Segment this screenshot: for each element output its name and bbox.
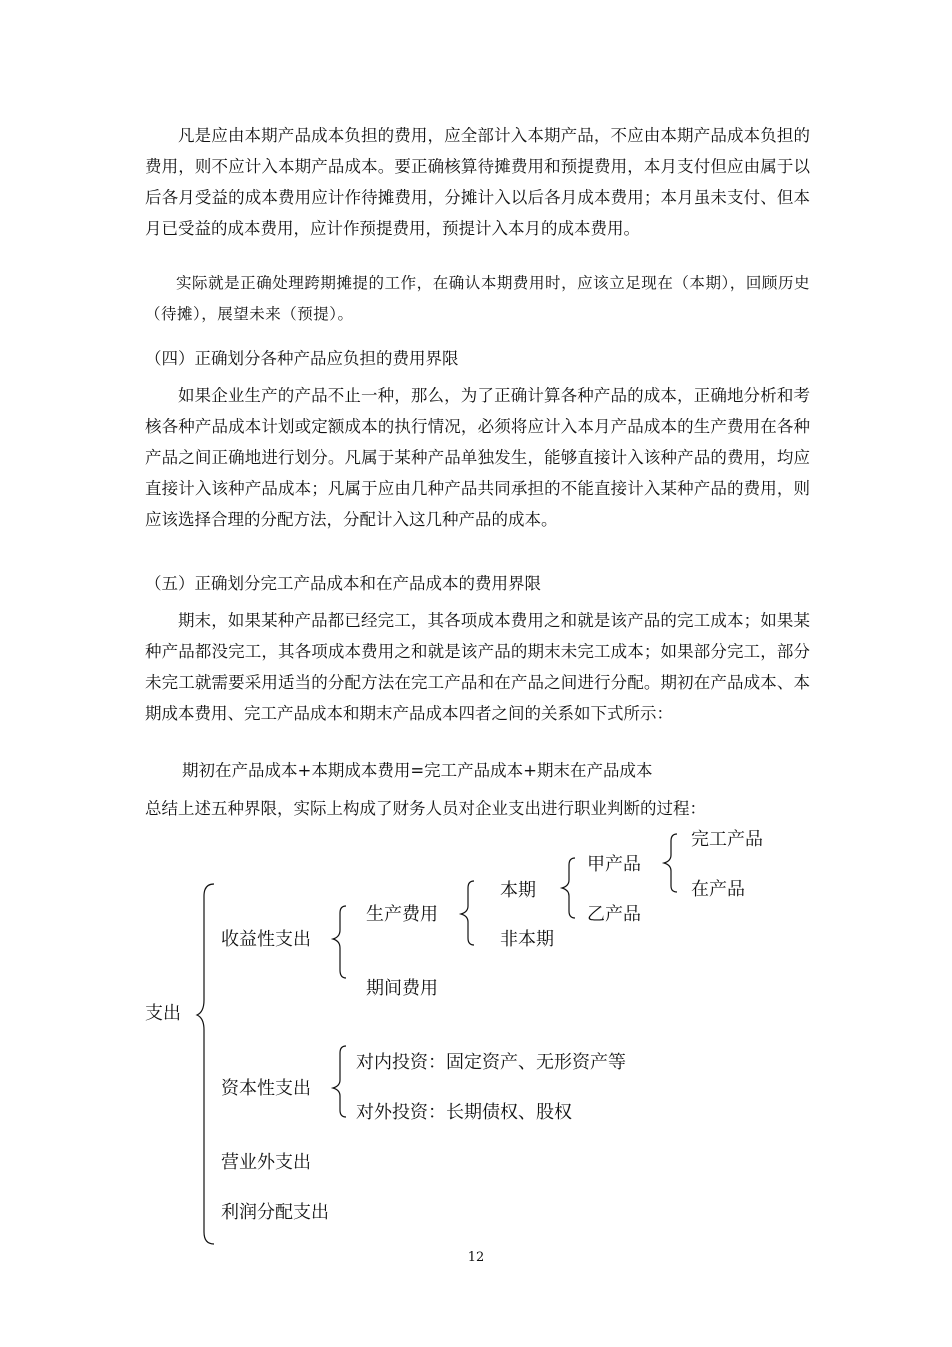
tree-profit-distribution: 利润分配支出 — [221, 1202, 329, 1223]
page-number: 12 — [467, 1250, 485, 1265]
tree-production-cost: 生产费用 — [366, 904, 438, 925]
tree-capital-expenditure: 资本性支出 — [221, 1078, 311, 1099]
brace-current — [562, 858, 575, 918]
tree-external-investment: 对外投资：长期债权、股权 — [356, 1102, 572, 1123]
heading-four: （四）正确划分各种产品应负担的费用界限 — [145, 349, 459, 368]
brace-capital — [333, 1046, 346, 1117]
tree-product-a: 甲产品 — [587, 854, 641, 875]
heading-five: （五）正确划分完工产品成本和在产品成本的费用界限 — [145, 574, 541, 593]
paragraph-finished-wip: 期末，如果某种产品都已经完工，其各项成本费用之和就是该产品的完工成本；如果某种产品都没完工，其各项成本费用之和就是该产品的期末未完工成本；如果部分完工，部分未完工就需要采用适当的分配方法在完工产品和在产品之间进行分配。期初在产品成本、本期成本费用、完工产品成本和期末产品成本四者之间的关系如下式所示： — [145, 611, 810, 723]
tree-non-operating: 营业外支出 — [221, 1152, 311, 1173]
tree-revenue-expenditure: 收益性支出 — [221, 929, 311, 950]
paragraph-product-allocation: 如果企业生产的产品不止一种，那么，为了正确计算各种产品的成本，正确地分析和考核各种产品成本计划或定额成本的执行情况，必须将应计入本月产品成本的生产费用在各种产品之间正确地进行划分。凡属于某种产品单独发生，能够直接计入该种产品的费用，均应直接计入该种产品成本；凡属于应由几种产品共同承担的不能直接计入某种产品的费用，则应该选择合理的分配方法，分配计入这几种产品的成本。 — [145, 386, 810, 529]
tree-wip: 在产品 — [691, 879, 745, 900]
formula-line: 期初在产品成本+本期成本费用=完工产品成本+期末在产品成本 — [182, 761, 653, 780]
tree-finished-goods: 完工产品 — [691, 829, 763, 850]
paragraph-period-cost: 凡是应由本期产品成本负担的费用，应全部计入本期产品，不应由本期产品成本负担的费用，则不应计入本期产品成本。要正确核算待摊费用和预提费用，本月支付但应由属于以后各月受益的成本费用应计作待摊费用，分摊计入以后各月成本费用；本月虽未支付、但本月已受益的成本费用，应计作预提费用，预提计入本月的成本费用。 — [145, 126, 810, 238]
brace-product-a — [664, 834, 677, 892]
tree-non-current-period: 非本期 — [500, 929, 554, 950]
tree-internal-investment: 对内投资：固定资产、无形资产等 — [356, 1052, 626, 1073]
tree-period-expense: 期间费用 — [366, 978, 438, 999]
brace-production — [461, 881, 474, 945]
summary-line: 总结上述五种界限，实际上构成了财务人员对企业支出进行职业判断的过程： — [145, 799, 706, 818]
tree-product-b: 乙产品 — [587, 904, 641, 925]
brace-root — [197, 884, 214, 1244]
tree-current-period: 本期 — [500, 880, 536, 901]
tree-root-label: 支出 — [145, 1003, 181, 1024]
paragraph-accrual-note: 实际就是正确处理跨期摊提的工作，在确认本期费用时，应该立足现在（本期），回顾历史（待摊），展望未来（预提）。 — [145, 274, 810, 323]
brace-revenue — [333, 906, 346, 978]
